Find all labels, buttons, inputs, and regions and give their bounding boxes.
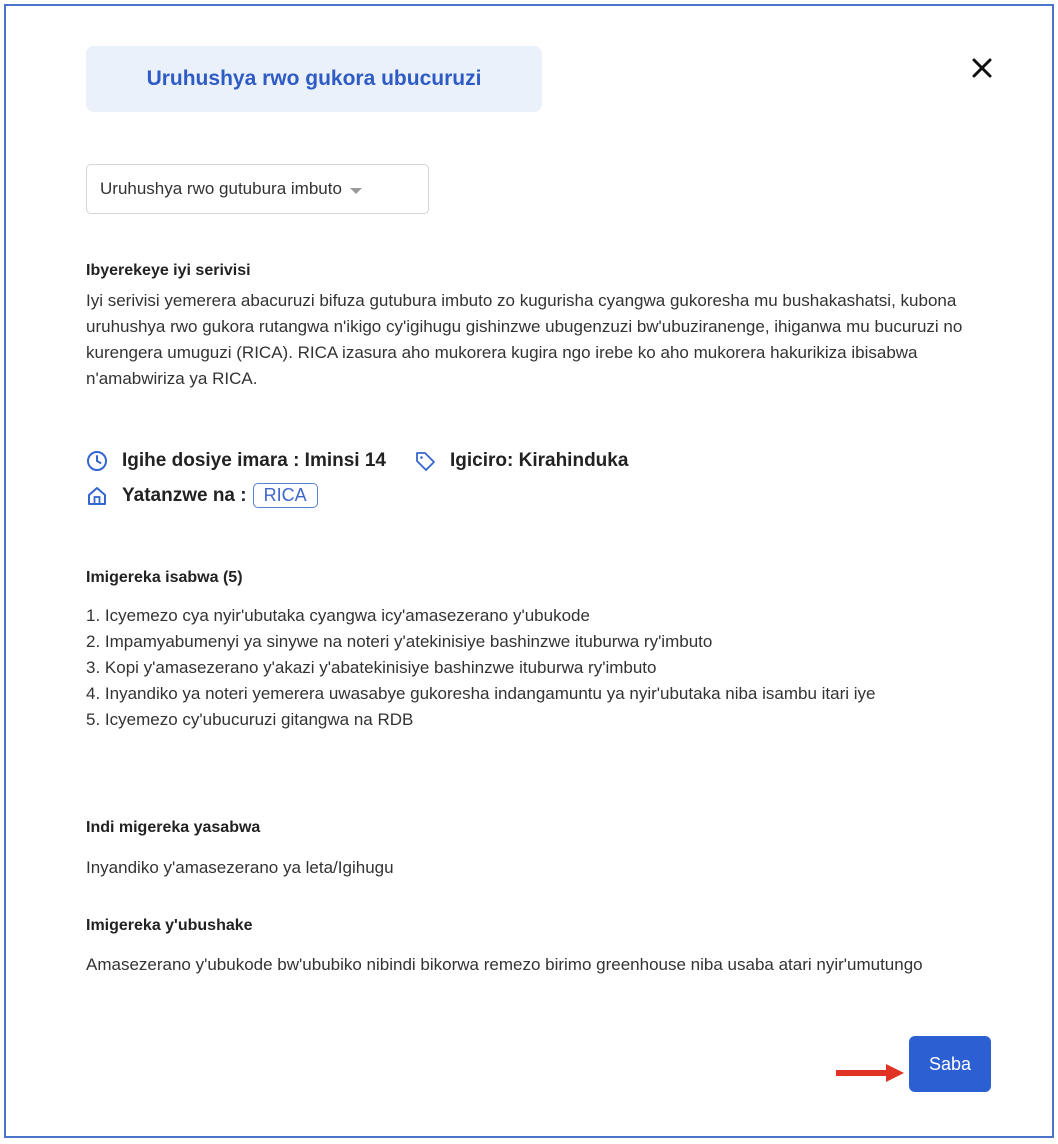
service-type-select[interactable] [86, 164, 429, 214]
other-docs-heading: Indi migereka yasabwa [86, 819, 261, 836]
chevron-down-icon [350, 188, 362, 194]
dialog-title [86, 46, 542, 112]
about-heading: Ibyerekeye iyi serivisi [86, 262, 251, 279]
list-item: 3. Kopi y'amasezerano y'akazi y'abatekinisiye bashinzwe ituburwa ry'imbuto [86, 658, 657, 677]
provider-label: Yatanzwe na : [122, 484, 247, 506]
service-dialog [4, 4, 1054, 1138]
optional-docs-heading: Imigereka y'ubushake [86, 917, 253, 934]
price-text: Igiciro: Kirahinduka [450, 450, 629, 471]
optional-docs-text: Amasezerano y'ubukode bw'ububiko nibindi bikorwa remezo birimo greenhouse niba usaba atari nyir'umutungo [86, 955, 923, 974]
close-button[interactable] [964, 50, 1000, 86]
required-docs-list [86, 603, 1001, 733]
provider-badge: RICA [253, 483, 318, 508]
home-icon [86, 485, 108, 507]
required-docs-heading: Imigereka isabwa (5) [86, 569, 243, 586]
list-item: 4. Inyandiko ya noteri yemerera uwasabye gukoresha indangamuntu ya nyir'ubutaka niba isambu itari iye [86, 684, 876, 703]
list-item: 5. Icyemezo cy'ubucuruzi gitangwa na RDB [86, 710, 414, 729]
service-type-value: Uruhushya rwo gutubura imbuto [100, 179, 342, 198]
about-text: Iyi serivisi yemerera abacuruzi bifuza gutubura imbuto zo kugurisha cyangwa gukoresha mu bushakashatsi, kubona uruhushya rwo gukora rutangwa n'ikigo cy'igihugu gishinzwe ubugenzuzi bw'ubuziranenge, ihiganwa mu bucuruzi no kurengera umuguzi (RICA). RICA izasura aho mukorera kugira ngo irebe ko aho mukorera hakurikiza ibisabwa n'amabwiriza ya RICA. [86, 291, 963, 388]
clock-icon [86, 450, 108, 472]
list-item: 1. Icyemezo cya nyir'ubutaka cyangwa icy'amasezerano y'ubukode [86, 606, 590, 625]
dialog-title-text: Uruhushya rwo gukora ubucuruzi [146, 67, 482, 90]
meta-row-provider [86, 483, 318, 508]
close-icon [971, 57, 993, 79]
submit-button[interactable]: Saba [909, 1036, 991, 1092]
list-item: 2. Impamyabumenyi ya sinywe na noteri y'atekinisiye bashinzwe ituburwa ry'imbuto [86, 632, 713, 651]
duration-text: Igihe dosiye imara : Iminsi 14 [122, 450, 386, 471]
meta-row-duration-price [86, 450, 628, 472]
other-docs-text: Inyandiko y'amasezerano ya leta/Igihugu [86, 858, 394, 877]
red-arrow-icon [836, 1063, 906, 1083]
tag-icon [414, 450, 436, 472]
